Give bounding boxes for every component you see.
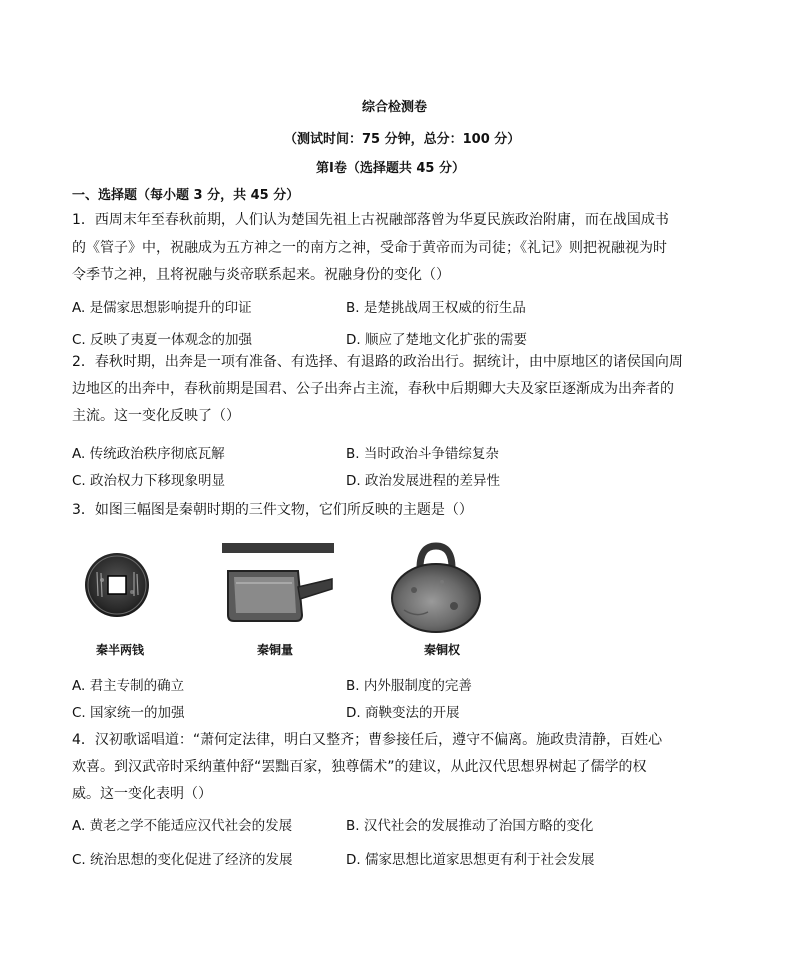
q2-line-1: 2．春秋时期，出奔是一项有准备、有选择、有退路的政治出行。据统计，由中原地区的诸侯国向周 <box>72 354 683 370</box>
coin-caption: 秦半两钱 <box>96 643 145 657</box>
q1-option-d[interactable]: D. 顺应了楚地文化扩张的需要 <box>346 332 527 348</box>
q3-option-a[interactable]: A. 君主专制的确立 <box>72 678 185 694</box>
q2-line-3: 主流。这一变化反映了（） <box>72 408 240 424</box>
exam-info: （测试时间：75 分钟，总分：100 分） <box>284 132 521 147</box>
measure-icon <box>222 543 334 635</box>
coin-icon <box>84 540 150 634</box>
q4-line-2: 欢喜。到汉武帝时采纳董仲舒“罢黜百家，独尊儒术”的建议，从此汉代思想界树起了儒学的权 <box>72 759 647 775</box>
weight-caption: 秦铜权 <box>424 643 461 657</box>
q1-option-a[interactable]: A. 是儒家思想影响提升的印证 <box>72 300 252 316</box>
q4-option-b[interactable]: B. 汉代社会的发展推动了治国方略的变化 <box>346 818 594 834</box>
q3-line-1: 3．如图三幅图是秦朝时期的三件文物，它们所反映的主题是（） <box>72 502 473 518</box>
weight-icon <box>384 540 488 636</box>
q3-option-d[interactable]: D. 商鞅变法的开展 <box>346 705 460 721</box>
q2-option-b[interactable]: B. 当时政治斗争错综复杂 <box>346 446 499 462</box>
q1-option-b[interactable]: B. 是楚挑战周王权威的衍生品 <box>346 300 526 316</box>
q2-option-d[interactable]: D. 政治发展进程的差异性 <box>346 473 500 489</box>
q2-option-a[interactable]: A. 传统政治秩序彻底瓦解 <box>72 446 225 462</box>
q4-option-c[interactable]: C. 统治思想的变化促进了经济的发展 <box>72 852 293 868</box>
q4-option-d[interactable]: D. 儒家思想比道家思想更有利于社会发展 <box>346 852 595 868</box>
q1-line-1: 1．西周末年至春秋前期，人们认为楚国先祖上古祝融部落曾为华夏民族政治附庸，而在战国成书 <box>72 212 669 228</box>
q1-line-3: 令季节之神，且将祝融与炎帝联系起来。祝融身份的变化（） <box>72 267 450 283</box>
q3-option-c[interactable]: C. 国家统一的加强 <box>72 705 185 721</box>
q4-option-a[interactable]: A. 黄老之学不能适应汉代社会的发展 <box>72 818 293 834</box>
q2-line-2: 边地区的出奔中，春秋前期是国君、公子出奔占主流，春秋中后期卿大夫及家臣逐渐成为出奔者的 <box>72 381 674 397</box>
page-title: 综合检测卷 <box>362 100 428 115</box>
q4-line-3: 威。这一变化表明（） <box>72 786 212 802</box>
q3-option-b[interactable]: B. 内外服制度的完善 <box>346 678 472 694</box>
measure-caption: 秦铜量 <box>257 643 294 657</box>
q4-line-1: 4．汉初歌谣唱道：“萧何定法律，明白又整齐；曹参接任后，遵守不偏离。施政贵清静，百姓心 <box>72 732 663 748</box>
q1-line-2: 的《管子》中，祝融成为五方神之一的南方之神，受命于黄帝而为司徒；《礼记》则把祝融视为时 <box>72 240 667 256</box>
q1-option-c[interactable]: C. 反映了夷夏一体观念的加强 <box>72 332 253 348</box>
section-heading: 一、选择题（每小题 3 分，共 45 分） <box>72 188 300 203</box>
part-heading: 第Ⅰ卷（选择题共 45 分） <box>316 161 465 176</box>
q2-option-c[interactable]: C. 政治权力下移现象明显 <box>72 473 226 489</box>
